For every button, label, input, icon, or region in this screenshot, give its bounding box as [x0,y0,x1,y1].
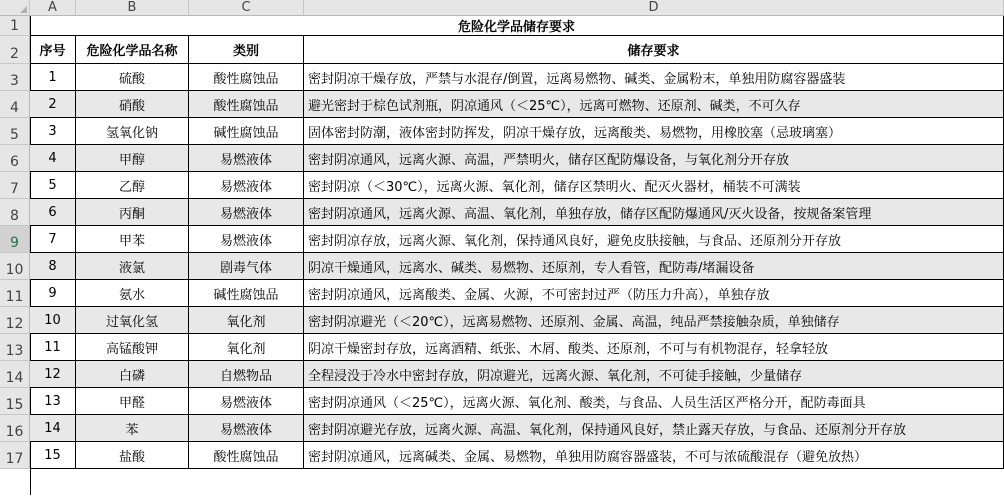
cell-requirement[interactable]: 密封阴凉通风，远离火源、高温、氧化剂，单独存放，储存区配防爆通风/灭火设备，按规备案管理 [304,199,1004,226]
cell-no[interactable]: 3 [30,118,76,145]
column-header-b[interactable]: B [76,0,189,16]
cell-category[interactable]: 易燃液体 [189,199,304,226]
row-header-4[interactable]: 4 [0,91,30,118]
cell-requirement[interactable]: 密封阴凉存放，远离火源、氧化剂，保持通风良好，避免皮肤接触，与食品、还原剂分开存放 [304,226,1004,253]
header-name[interactable]: 危险化学品名称 [76,36,189,64]
cell-category[interactable]: 剧毒气体 [189,253,304,280]
cell-no[interactable]: 9 [30,280,76,307]
cell-no[interactable]: 7 [30,226,76,253]
row-header-9[interactable]: 9 [0,226,30,253]
cell-name[interactable]: 乙醇 [76,172,189,199]
row-header-14[interactable]: 14 [0,361,30,388]
cell-no[interactable]: 2 [30,91,76,118]
row-header-2[interactable]: 2 [0,36,30,64]
cell-no[interactable]: 13 [30,388,76,415]
cell-name[interactable]: 苯 [76,415,189,442]
cell-requirement[interactable]: 密封阴凉通风，远离酸类、金属、火源，不可密封过严（防压力升高），单独存放 [304,280,1004,307]
cell-name[interactable]: 过氧化氢 [76,307,189,334]
cell-no[interactable]: 4 [30,145,76,172]
cell-no[interactable]: 12 [30,361,76,388]
cell-category[interactable]: 自燃物品 [189,361,304,388]
cell-requirement[interactable]: 密封阴凉避光存放，远离火源、高温、氧化剂，保持通风良好，禁止露天存放，与食品、还原剂分开存放 [304,415,1004,442]
cell-category[interactable]: 易燃液体 [189,415,304,442]
cell-name[interactable]: 氢氧化钠 [76,118,189,145]
cell-no[interactable]: 15 [30,442,76,469]
row-header-15[interactable]: 15 [0,388,30,415]
cell-name[interactable]: 甲苯 [76,226,189,253]
header-category[interactable]: 类别 [189,36,304,64]
cell-name[interactable]: 氨水 [76,280,189,307]
cell-requirement[interactable]: 固体密封防潮，液体密封防挥发，阴凉干燥存放，远离酸类、易燃物，用橡胶塞（忌玻璃塞） [304,118,1004,145]
cell-name[interactable]: 甲醛 [76,388,189,415]
cell-no[interactable]: 5 [30,172,76,199]
cell-category[interactable]: 易燃液体 [189,172,304,199]
cell-requirement[interactable]: 阴凉干燥密封存放，远离酒精、纸张、木屑、酸类、还原剂，不可与有机物混存，轻拿轻放 [304,334,1004,361]
cell-category[interactable]: 酸性腐蚀品 [189,91,304,118]
cell-name[interactable]: 液氯 [76,253,189,280]
cell-category[interactable]: 酸性腐蚀品 [189,64,304,91]
row-header-16[interactable]: 16 [0,415,30,442]
table-title[interactable]: 危险化学品储存要求 [30,16,1004,36]
cell-no[interactable]: 1 [30,64,76,91]
cell-no[interactable]: 11 [30,334,76,361]
cell-category[interactable]: 易燃液体 [189,226,304,253]
cell-requirement[interactable]: 密封阴凉通风，远离碱类、金属、易燃物，单独用防腐容器盛装，不可与浓硫酸混存（避免放热） [304,442,1004,469]
cell-category[interactable]: 易燃液体 [189,145,304,172]
cell-requirement[interactable]: 密封阴凉通风（＜25℃），远离火源、氧化剂、酸类，与食品、人员生活区严格分开，配防毒面具 [304,388,1004,415]
cell-name[interactable]: 甲醇 [76,145,189,172]
cell-name[interactable]: 高锰酸钾 [76,334,189,361]
cell-no[interactable]: 10 [30,307,76,334]
cell-name[interactable]: 盐酸 [76,442,189,469]
cell-category[interactable]: 碱性腐蚀品 [189,118,304,145]
row-header-1[interactable]: 1 [0,16,30,36]
row-header-13[interactable]: 13 [0,334,30,361]
cell-no[interactable]: 8 [30,253,76,280]
row-header-10[interactable]: 10 [0,253,30,280]
row-header-7[interactable]: 7 [0,172,30,199]
select-all-corner[interactable] [0,0,30,16]
cell-requirement[interactable]: 密封阴凉通风，远离火源、高温，严禁明火，储存区配防爆设备，与氧化剂分开存放 [304,145,1004,172]
cell-category[interactable]: 碱性腐蚀品 [189,280,304,307]
row-header-8[interactable]: 8 [0,199,30,226]
row-header-5[interactable]: 5 [0,118,30,145]
row-header-11[interactable]: 11 [0,280,30,307]
row-header-12[interactable]: 12 [0,307,30,334]
cell-category[interactable]: 酸性腐蚀品 [189,442,304,469]
cell-requirement[interactable]: 避光密封于棕色试剂瓶，阴凉通风（＜25℃），远离可燃物、还原剂、碱类，不可久存 [304,91,1004,118]
column-header-d[interactable]: D [304,0,1004,16]
cell-requirement[interactable]: 密封阴凉（＜30℃），远离火源、氧化剂，储存区禁明火、配灭火器材，桶装不可满装 [304,172,1004,199]
cell-name[interactable]: 丙酮 [76,199,189,226]
cell-requirement[interactable]: 全程浸没于冷水中密封存放，阴凉避光，远离火源、氧化剂，不可徒手接触，少量储存 [304,361,1004,388]
cell-requirement[interactable]: 阴凉干燥通风，远离水、碱类、易燃物、还原剂，专人看管，配防毒/堵漏设备 [304,253,1004,280]
cell-category[interactable]: 氧化剂 [189,334,304,361]
cell-name[interactable]: 白磷 [76,361,189,388]
row-header-6[interactable]: 6 [0,145,30,172]
cell-no[interactable]: 6 [30,199,76,226]
column-header-c[interactable]: C [189,0,304,16]
cell-name[interactable]: 硫酸 [76,64,189,91]
header-no[interactable]: 序号 [30,36,76,64]
cell-name[interactable]: 硝酸 [76,91,189,118]
row-header-17[interactable]: 17 [0,442,30,469]
row-header-3[interactable]: 3 [0,64,30,91]
cell-category[interactable]: 氧化剂 [189,307,304,334]
cell-no[interactable]: 14 [30,415,76,442]
column-header-a[interactable]: A [30,0,76,16]
cell-requirement[interactable]: 密封阴凉干燥存放，严禁与水混存/倒置，远离易燃物、碱类、金属粉末，单独用防腐容器盛装 [304,64,1004,91]
header-requirement[interactable]: 储存要求 [304,36,1004,64]
cell-category[interactable]: 易燃液体 [189,388,304,415]
cell-requirement[interactable]: 密封阴凉避光（＜20℃），远离易燃物、还原剂、金属、高温，纯品严禁接触杂质，单独储存 [304,307,1004,334]
